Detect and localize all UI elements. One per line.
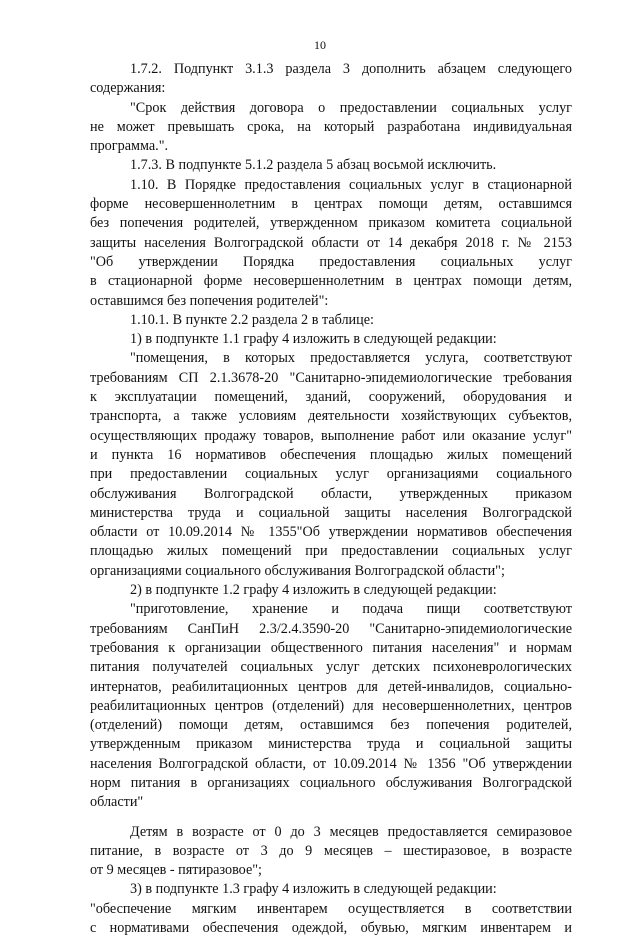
text-line: питание, в возрасте от 3 до 9 месяцев – шестиразовое, в возрасте: [90, 842, 572, 859]
text-line: с нормативами обеспечения одеждой, обувью, мягким инвентарем и: [90, 920, 572, 937]
text-line: организациями социального обслуживания Волгоградской области";: [90, 562, 505, 579]
text-line: от 9 месяцев - пятиразовое";: [90, 862, 262, 879]
text-line: защиты населения Волгоградской области от 14 декабря 2018 г. № 2153: [90, 234, 572, 251]
text-line: "приготовление, хранение и подача пищи соответствуют: [130, 601, 572, 618]
text-line: в стационарной форме несовершеннолетним в центрах помощи детям,: [90, 273, 572, 290]
text-line: "помещения, в которых предоставляется услуга, соответствуют: [130, 350, 572, 367]
text-line: обслуживания Волгоградской области, утвержденных приказом: [90, 485, 572, 502]
text-line: 3) в подпункте 1.3 графу 4 изложить в следующей редакции:: [130, 881, 497, 898]
text-line: требованиям СанПиН 2.3/2.4.3590-20 "Санитарно-эпидемиологические: [90, 620, 572, 637]
text-line: "Об утверждении Порядка предоставления социальных услуг: [90, 253, 572, 270]
text-line: области от 10.09.2014 № 1355"Об утверждении нормативов обеспечения: [90, 524, 572, 541]
text-line: и пункта 16 нормативов обеспечения площадью жилых помещений: [90, 446, 572, 463]
text-line: (отделений) помощи детям, оставшимся без попечения родителей,: [90, 717, 572, 734]
text-line: содержания:: [90, 80, 166, 97]
paragraph-gap: [90, 813, 572, 823]
text-line: питания получателей социальных услуг детских психоневрологических: [90, 659, 572, 676]
text-line: при предоставлении социальных услуг организациями социального: [90, 466, 572, 483]
text-line: 1.7.2. Подпункт 3.1.3 раздела 3 дополнить абзацем следующего: [130, 61, 572, 77]
text-line: норм питания в организациях социального обслуживания Волгоградской: [90, 774, 572, 791]
text-line: 1.10.1. В пункте 2.2 раздела 2 в таблице:: [130, 311, 374, 328]
text-line: 1.7.3. В подпункте 5.1.2 раздела 5 абзац восьмой исключить.: [130, 157, 497, 174]
text-line: 1.10. В Порядке предоставления социальных услуг в стационарной: [130, 176, 572, 193]
text-line: форме несовершеннолетним в центрах помощи детям, оставшимся: [90, 196, 572, 213]
text-line: 1) в подпункте 1.1 графу 4 изложить в следующей редакции:: [130, 331, 497, 348]
text-line: без попечения родителей, утвержденном приказом комитета социальной: [90, 215, 572, 232]
text-line: утвержденным приказом министерства труда и социальной защиты: [90, 736, 572, 753]
text-line: 2) в подпункте 1.2 графу 4 изложить в следующей редакции:: [130, 582, 497, 599]
text-line: осуществляющих продажу товаров, выполнение работ или оказание услуг": [90, 427, 572, 444]
text-line: транспорта, а также условиям деятельности хозяйствующих субъектов,: [90, 408, 572, 425]
text-line: требованиям СП 2.1.3678-20 "Санитарно-эпидемиологические требования: [90, 369, 572, 386]
document-body: [90, 60, 572, 938]
text-line: интернатов, реабилитационных центров для детей-инвалидов, социально-: [90, 678, 572, 695]
text-line: области": [90, 794, 144, 811]
text-line: требования к организации общественного питания населения" и нормам: [90, 639, 572, 656]
text-line: министерства труда и социальной защиты населения Волгоградской: [90, 504, 572, 521]
page-number: 10: [314, 38, 326, 52]
text-line: оставшимся без попечения родителей":: [90, 292, 329, 309]
text-line: реабилитационных центров (отделений) для несовершеннолетних, центров: [90, 697, 572, 714]
text-line: к эксплуатации помещений, зданий, сооружений, оборудования и: [90, 389, 572, 406]
text-line: площадью жилых помещений при предоставлении социальных услуг: [90, 543, 572, 560]
text-line: Детям в возрасте от 0 до 3 месяцев предоставляется семиразовое: [130, 823, 572, 840]
text-line: "Срок действия договора о предоставлении социальных услуг: [130, 99, 572, 116]
text-line: "обеспечение мягким инвентарем осуществляется в соответствии: [90, 900, 572, 917]
text-line: программа.".: [90, 138, 169, 155]
text-line: населения Волгоградской области, от 10.09.2014 № 1356 "Об утверждении: [90, 755, 572, 772]
text-line: не может превышать срока, на который разработана индивидуальная: [90, 118, 572, 135]
